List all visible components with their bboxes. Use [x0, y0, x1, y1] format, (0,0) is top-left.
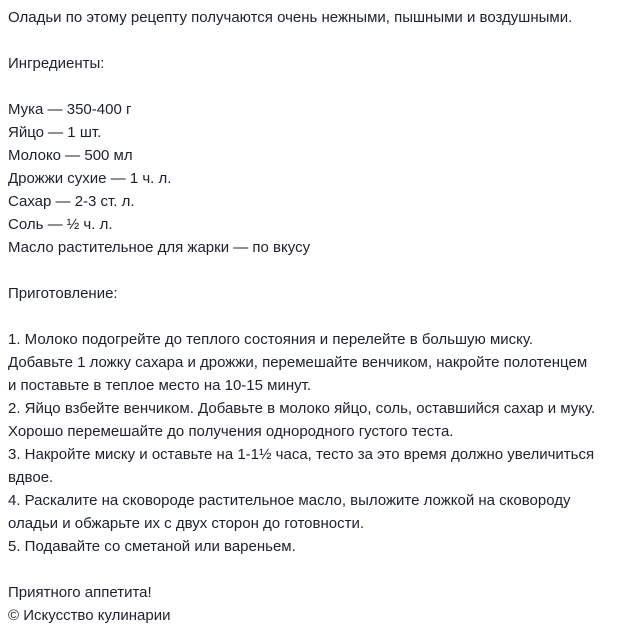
step-line: 3. Накройте миску и оставьте на 1-1½ часа, тесто за это время должно увеличиться — [8, 446, 595, 463]
ingredient-item: Яйцо — 1 шт. — [8, 124, 102, 141]
source-credit: © Искусство кулинарии — [8, 607, 171, 624]
step-line: оладьи и обжарьте их с двух сторон до готовности. — [8, 515, 365, 532]
step-item — [8, 489, 614, 535]
step-line: 5. Подавайте со сметаной или вареньем. — [8, 538, 296, 555]
step-line: 1. Молоко подогрейте до теплого состояния и перелейте в большую миску. — [8, 331, 534, 348]
spacer — [8, 558, 614, 581]
ingredients-list — [8, 98, 614, 259]
ingredient-item: Молоко — 500 мл — [8, 147, 133, 164]
step-line: Хорошо перемешайте до получения однородного густого теста. — [8, 423, 454, 440]
spacer — [8, 259, 614, 282]
step-line: вдвое. — [8, 469, 54, 486]
spacer — [8, 305, 614, 328]
step-item — [8, 443, 614, 489]
step-line: Добавьте 1 ложку сахара и дрожжи, перемешайте венчиком, накройте полотенцем — [8, 354, 588, 371]
ingredient-item: Сахар — 2-3 ст. л. — [8, 193, 135, 210]
closing-text: Приятного аппетита! — [8, 584, 152, 601]
step-line: 4. Раскалите на сковороде растительное масло, выложите ложкой на сковороду — [8, 492, 571, 509]
step-item — [8, 397, 614, 443]
step-line: 2. Яйцо взбейте венчиком. Добавьте в молоко яйцо, соль, оставшийся сахар и муку. — [8, 400, 596, 417]
steps-list — [8, 328, 614, 558]
spacer — [8, 75, 614, 98]
preparation-heading: Приготовление: — [8, 285, 118, 302]
ingredient-item: Мука — 350-400 г — [8, 101, 132, 118]
ingredients-heading: Ингредиенты: — [8, 55, 105, 72]
step-item — [8, 328, 614, 397]
intro-text: Оладьи по этому рецепту получаются очень нежными, пышными и воздушными. — [8, 9, 573, 26]
ingredient-item: Масло растительное для жарки — по вкусу — [8, 239, 311, 256]
ingredient-item: Дрожжи сухие — 1 ч. л. — [8, 170, 172, 187]
spacer — [8, 29, 614, 52]
step-item — [8, 535, 614, 558]
ingredient-item: Соль — ½ ч. л. — [8, 216, 113, 233]
step-line: и поставьте в теплое место на 10-15 минут. — [8, 377, 311, 394]
